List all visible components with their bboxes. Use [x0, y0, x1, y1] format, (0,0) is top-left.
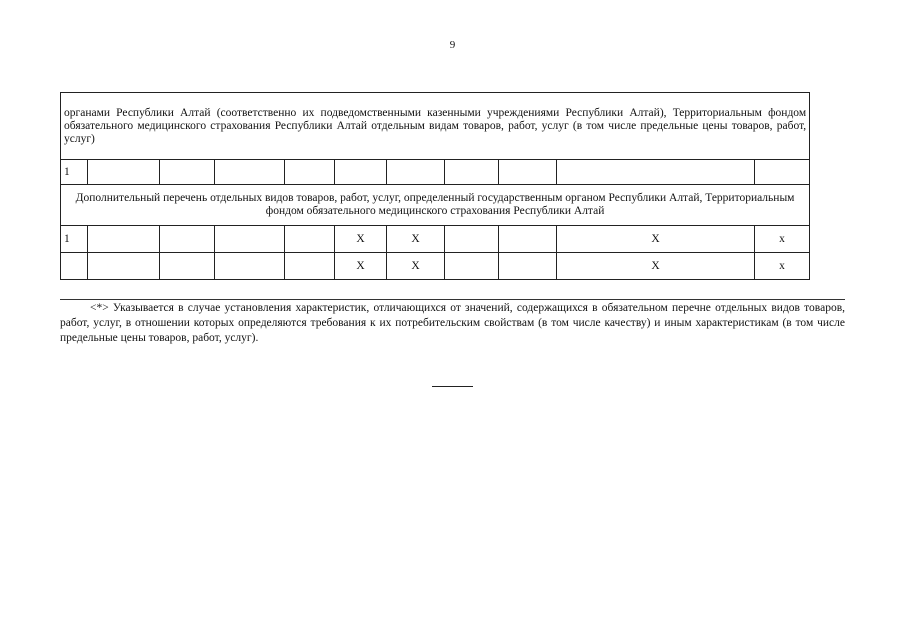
- footnote-separator: [60, 299, 845, 300]
- table-cell: x: [755, 253, 810, 280]
- table-cell: [88, 160, 160, 185]
- table-cell: [499, 226, 557, 253]
- table-cell: [285, 226, 335, 253]
- section-row: [61, 185, 810, 226]
- table-row: [61, 253, 810, 280]
- table-cell: [160, 253, 215, 280]
- table-cell: 1: [61, 226, 88, 253]
- table-cell: X: [387, 226, 445, 253]
- table-cell: X: [387, 253, 445, 280]
- table-cell: [160, 226, 215, 253]
- table-row: [61, 226, 810, 253]
- table-cell: [215, 160, 285, 185]
- table-cell: [215, 253, 285, 280]
- table-cell: [387, 160, 445, 185]
- table-cell: [335, 160, 387, 185]
- table-cell: [61, 253, 88, 280]
- table-cell: [557, 160, 755, 185]
- table-cell: [499, 160, 557, 185]
- end-of-document-rule: [432, 386, 473, 387]
- table-cell: [285, 253, 335, 280]
- table-header-row: [61, 93, 810, 160]
- table-cell: 1: [61, 160, 88, 185]
- requirements-table: [60, 92, 810, 280]
- table-cell: [285, 160, 335, 185]
- table-cell: X: [335, 226, 387, 253]
- table-cell: [160, 160, 215, 185]
- table-cell: [499, 253, 557, 280]
- table-cell: X: [557, 226, 755, 253]
- table-cell: [755, 160, 810, 185]
- table-cell: [215, 226, 285, 253]
- table-header-text: органами Республики Алтай (соответственно их подведомственными казенными учреждениями Республики Алтай), Территориальным фондом обязательного медицинского страхования Республики Алтай отдельным видам товаров, работ, услуг (в том числе предельные цены товаров, работ, услуг): [61, 93, 810, 160]
- table-cell: X: [335, 253, 387, 280]
- table-cell: X: [557, 253, 755, 280]
- table-cell: [88, 226, 160, 253]
- table-cell: [88, 253, 160, 280]
- page-number: 9: [449, 39, 456, 51]
- table-cell: [445, 253, 499, 280]
- table-cell: [445, 160, 499, 185]
- table-cell: x: [755, 226, 810, 253]
- table-cell: [445, 226, 499, 253]
- section-heading: Дополнительный перечень отдельных видов товаров, работ, услуг, определенный государственным органом Республики Алтай, Территориальным фондом обязательного медицинского страхования Республики Алтай: [61, 185, 810, 226]
- footnote-text: <*> Указывается в случае установления характеристик, отличающихся от значений, содержащихся в обязательном перечне отдельных видов товаров, работ, услуг, в отношении которых определяются требования к их потребительским свойствам (в том числе качеству) и иным характеристикам (в том числе предельные цены товаров, работ, услуг).: [60, 302, 845, 344]
- table-row: [61, 160, 810, 185]
